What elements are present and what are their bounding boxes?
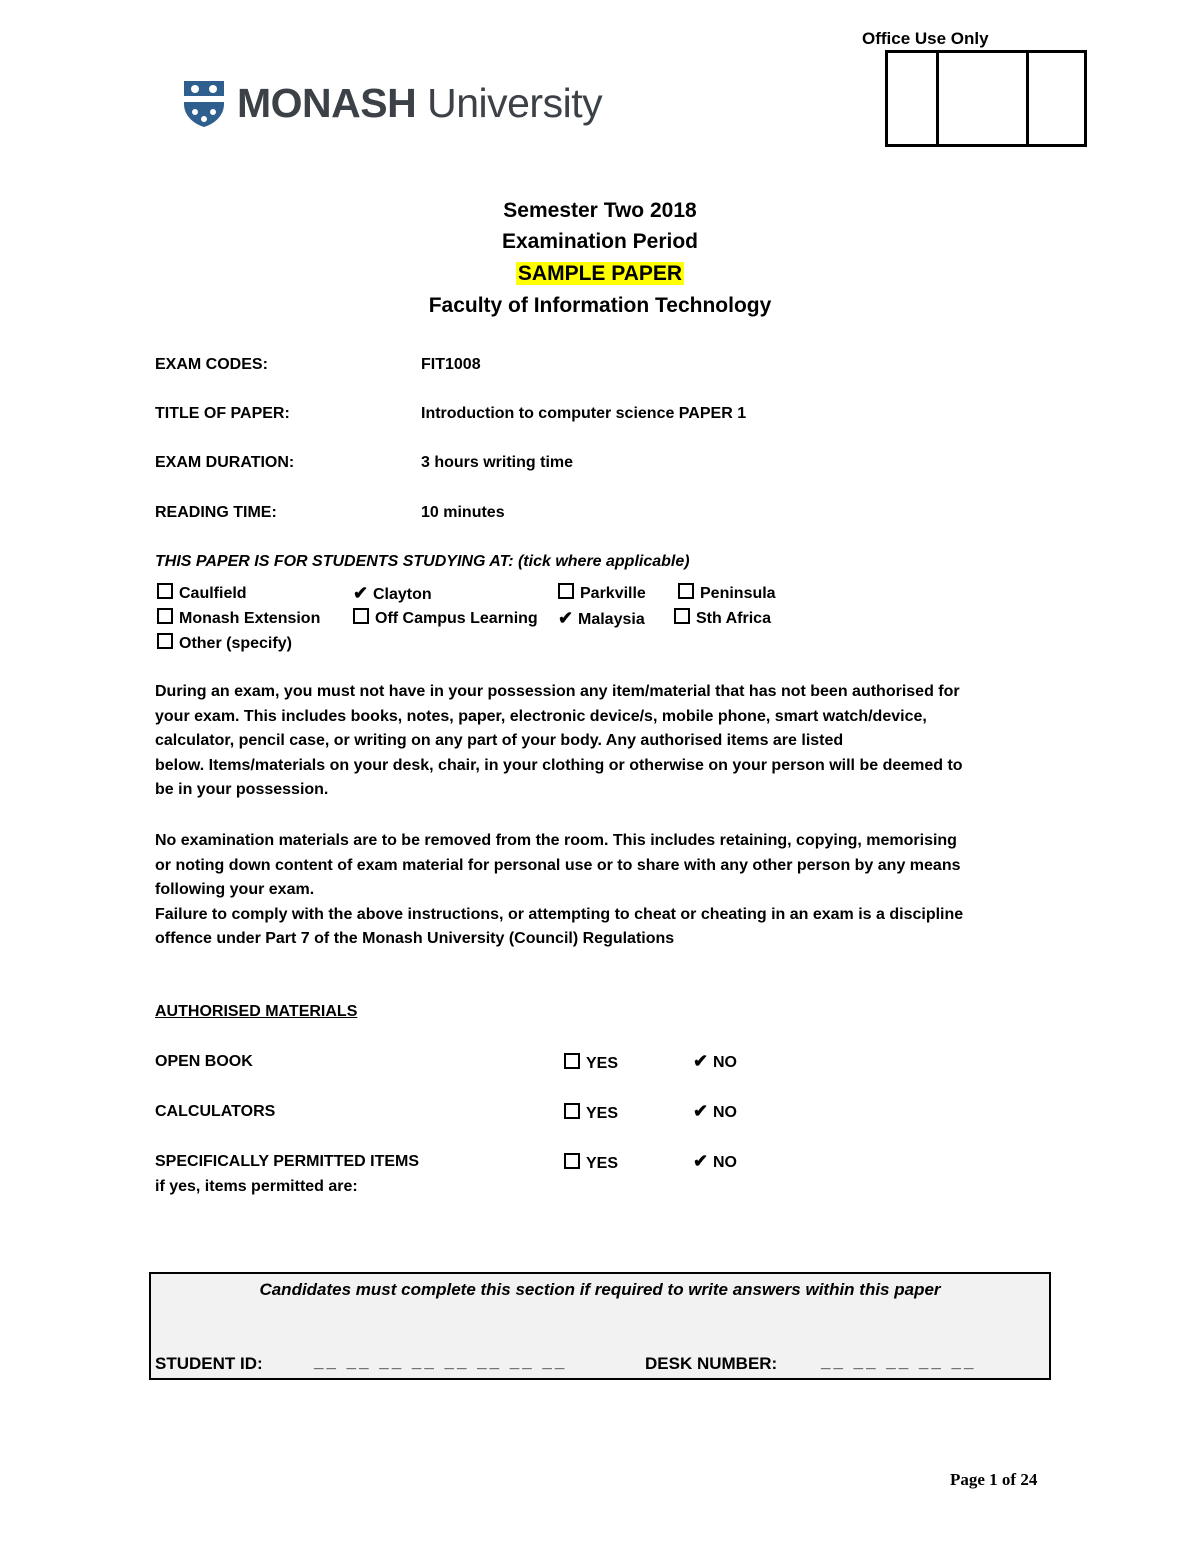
rules-line: calculator, pencil case, or writing on any part of your body. Any authorised items are listed bbox=[155, 732, 844, 750]
monash-logo bbox=[181, 78, 602, 128]
heading-sample-wrapper bbox=[0, 262, 1200, 286]
campus-label: Malaysia bbox=[578, 611, 645, 628]
checkmark-icon: ✔ bbox=[693, 1051, 709, 1071]
checkbox-icon bbox=[564, 1053, 580, 1069]
checkmark-icon: ✔ bbox=[693, 1101, 709, 1121]
field-label-duration: EXAM DURATION: bbox=[155, 454, 295, 471]
checkmark-icon: ✔ bbox=[558, 608, 574, 628]
monash-crest-icon bbox=[181, 78, 227, 128]
heading-faculty: Faculty of Information Technology bbox=[428, 294, 772, 317]
authorised-item-label: SPECIFICALLY PERMITTED ITEMS bbox=[155, 1153, 420, 1170]
field-label-title: TITLE OF PAPER: bbox=[155, 405, 290, 422]
campus-option-monash-extension[interactable] bbox=[157, 608, 320, 628]
checkbox-icon bbox=[157, 608, 173, 624]
if-yes-text: if yes, items permitted are: bbox=[155, 1178, 358, 1195]
authorised-heading: AUTHORISED MATERIALS bbox=[155, 1003, 358, 1020]
no-option[interactable] bbox=[693, 1101, 737, 1122]
checkbox-icon bbox=[157, 633, 173, 649]
campus-prompt: THIS PAPER IS FOR STUDENTS STUDYING AT: (tick where applicable) bbox=[155, 553, 690, 570]
campus-option-peninsula[interactable] bbox=[678, 583, 776, 603]
rules-line: below. Items/materials on your desk, chair, in your clothing or otherwise on your person will be deemed to bbox=[155, 756, 963, 774]
campus-label: Peninsula bbox=[700, 585, 776, 602]
checkbox-icon bbox=[564, 1153, 580, 1169]
rules-line: No examination materials are to be removed from the room. This includes retaining, copying, memorising bbox=[155, 832, 957, 849]
campus-label: Caulfield bbox=[179, 585, 247, 602]
page-number: Page 1 of 24 bbox=[950, 1470, 1038, 1489]
campus-label: Other (specify) bbox=[179, 635, 292, 652]
yes-option[interactable] bbox=[564, 1053, 618, 1073]
checkbox-icon bbox=[157, 583, 173, 599]
rules-line: be in your possession. bbox=[155, 781, 329, 799]
checkmark-icon: ✔ bbox=[693, 1151, 709, 1171]
office-use-cell bbox=[888, 53, 939, 144]
heading-semester: Semester Two 2018 bbox=[503, 199, 697, 222]
candidate-section bbox=[149, 1272, 1051, 1380]
rules-paragraph-2 bbox=[155, 829, 1055, 952]
candidate-instruction: Candidates must complete this section if required to write answers within this paper bbox=[259, 1280, 941, 1299]
campus-option-parkville[interactable] bbox=[558, 583, 646, 603]
office-use-cell bbox=[1029, 53, 1084, 144]
desk-number-label: DESK NUMBER: bbox=[645, 1354, 778, 1373]
heading-period: Examination Period bbox=[501, 230, 699, 253]
rules-line: or noting down content of exam material for personal use or to share with any other person by any means bbox=[155, 856, 961, 874]
campus-option-clayton[interactable] bbox=[353, 583, 432, 604]
checkbox-icon bbox=[678, 583, 694, 599]
campus-label: Off Campus Learning bbox=[375, 610, 538, 627]
student-id-label: STUDENT ID: bbox=[155, 1354, 263, 1373]
authorised-item-label: CALCULATORS bbox=[155, 1103, 276, 1120]
no-label: NO bbox=[713, 1104, 737, 1121]
campus-label: Monash Extension bbox=[179, 610, 321, 627]
campus-option-sth-africa[interactable] bbox=[674, 608, 771, 628]
heading-sample-paper: SAMPLE PAPER bbox=[517, 262, 683, 285]
no-option[interactable] bbox=[693, 1051, 737, 1072]
office-use-box bbox=[885, 50, 1087, 147]
logo-word-monash: MONASH bbox=[237, 79, 417, 126]
rules-line: During an exam, you must not have in your possession any item/material that has not been authorised for bbox=[155, 683, 960, 700]
no-label: NO bbox=[713, 1154, 737, 1171]
campus-label: Parkville bbox=[580, 585, 646, 602]
field-value-exam-codes: FIT1008 bbox=[421, 356, 481, 373]
rules-paragraph-1 bbox=[155, 680, 1055, 803]
yes-label: YES bbox=[586, 1155, 619, 1172]
field-value-reading-time: 10 minutes bbox=[421, 504, 505, 521]
campus-option-off-campus[interactable] bbox=[353, 608, 538, 628]
no-option[interactable] bbox=[693, 1151, 737, 1172]
field-label-exam-codes: EXAM CODES: bbox=[155, 356, 268, 373]
field-value-duration: 3 hours writing time bbox=[421, 454, 574, 471]
checkbox-icon bbox=[674, 608, 690, 624]
yes-label: YES bbox=[586, 1105, 619, 1122]
no-label: NO bbox=[713, 1054, 737, 1071]
logo-wordmark bbox=[237, 80, 602, 127]
rules-line: your exam. This includes books, notes, paper, electronic device/s, mobile phone, smart watch/device, bbox=[155, 707, 927, 725]
yes-option[interactable] bbox=[564, 1153, 618, 1173]
rules-line: offence under Part 7 of the Monash University (Council) Regulations bbox=[155, 930, 675, 948]
campus-option-malaysia[interactable] bbox=[558, 608, 645, 629]
yes-label: YES bbox=[586, 1055, 619, 1072]
campus-option-caulfield[interactable] bbox=[157, 583, 247, 603]
field-value-title: Introduction to computer science PAPER 1 bbox=[421, 405, 747, 422]
campus-option-other[interactable] bbox=[157, 633, 292, 653]
desk-number-field[interactable]: __ __ __ __ __ bbox=[821, 1352, 977, 1371]
office-use-label: Office Use Only bbox=[862, 29, 989, 48]
authorised-item-label: OPEN BOOK bbox=[155, 1053, 253, 1070]
campus-label: Sth Africa bbox=[696, 610, 771, 627]
checkbox-icon bbox=[564, 1103, 580, 1119]
checkmark-icon: ✔ bbox=[353, 583, 369, 603]
field-label-reading-time: READING TIME: bbox=[155, 504, 277, 521]
campus-label: Clayton bbox=[373, 586, 432, 603]
rules-line: Failure to comply with the above instructions, or attempting to cheat or cheating in an exam is a discipline bbox=[155, 905, 964, 923]
office-use-cell bbox=[939, 53, 1029, 144]
student-id-field[interactable]: __ __ __ __ __ __ __ __ bbox=[314, 1352, 568, 1371]
logo-word-university: University bbox=[416, 79, 603, 126]
checkbox-icon bbox=[558, 583, 574, 599]
yes-option[interactable] bbox=[564, 1103, 618, 1123]
rules-line: following your exam. bbox=[155, 881, 315, 899]
checkbox-icon bbox=[353, 608, 369, 624]
